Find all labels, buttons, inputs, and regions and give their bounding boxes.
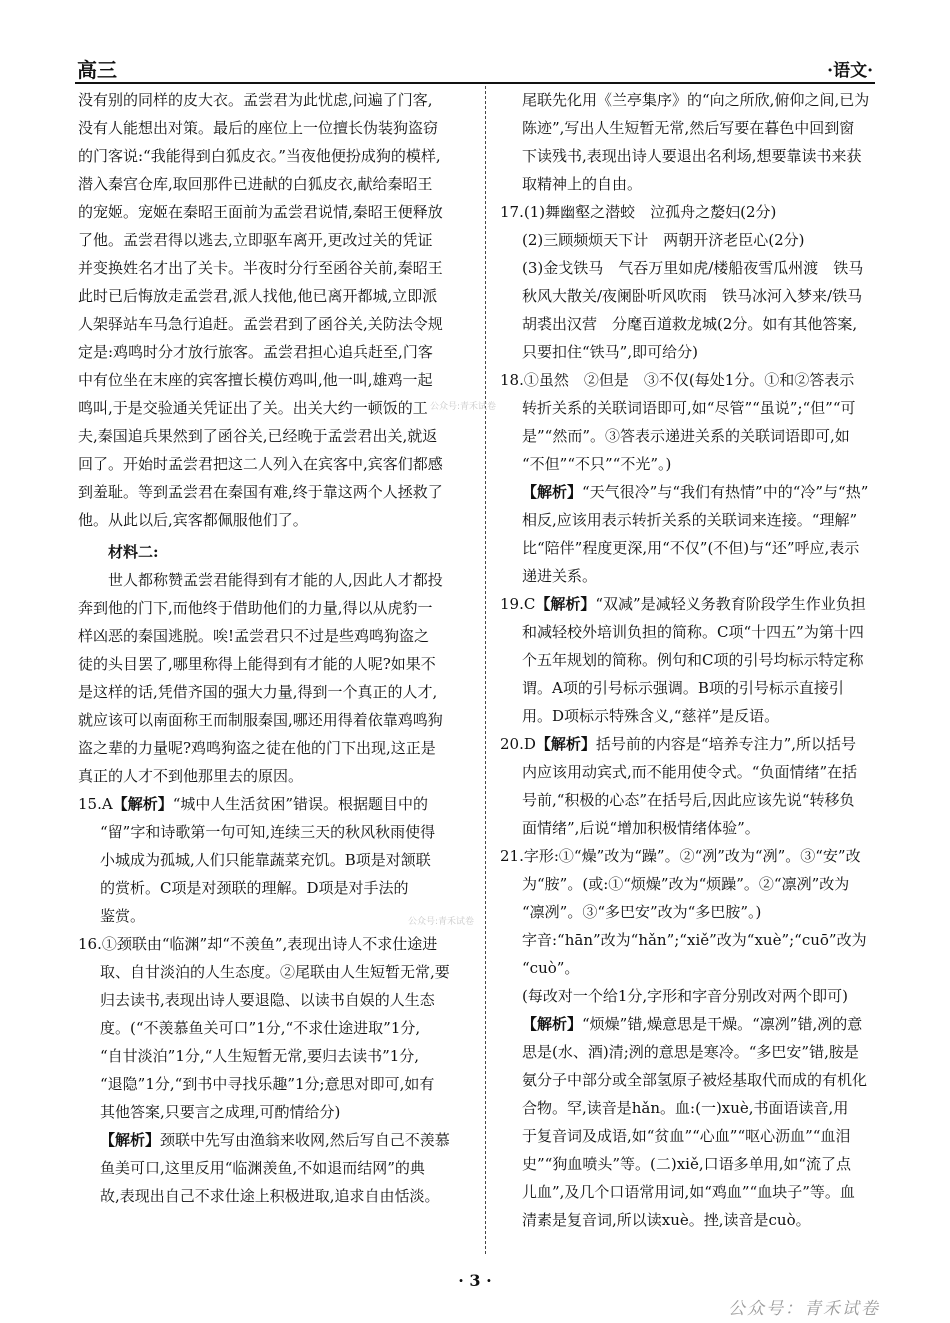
- text-line: 鸣叫,于是交验通关凭证出了关。出关大约一顿饭的工: [78, 399, 428, 417]
- text-line: “cuò”。: [522, 959, 580, 977]
- text-line: 的赏析。C项是对颈联的理解。D项是对手法的: [100, 879, 409, 897]
- material1-text: [78, 86, 474, 534]
- text-line: (2)三顾频烦天下计 两朝开济老臣心(2分): [522, 231, 805, 249]
- analysis-text: 颈联中先写由渔翁来收网,然后写自己不羡慕: [160, 1131, 450, 1149]
- analysis-tag: 【解析】: [112, 795, 173, 813]
- watermark-text: 公众号:青禾试卷: [408, 917, 475, 927]
- text-line: 中有位坐在末座的宾客擅长模仿鸡叫,他一叫,雄鸡一起: [78, 371, 433, 389]
- text-line: 于复音词及成语,如“贫血”“心血”“呕心沥血”“血泪: [522, 1127, 851, 1145]
- text-line: “自甘淡泊”1分,“人生短暂无常,要归去读书”1分,: [100, 1047, 420, 1065]
- question-number: 17.: [500, 203, 524, 221]
- material2-text: [78, 566, 474, 790]
- text-line: 号前,“积极的心态”在括号后,因此应该先说“转移负: [522, 791, 855, 809]
- answer-first-line: [78, 790, 474, 818]
- text-line: 陈迹”,写出人生短暂无常,然后写要在暮色中回到窗: [522, 119, 855, 137]
- text-line: 回了。开始时孟尝君把这二人列入在宾客中,宾客们都感: [78, 455, 443, 473]
- text-line: 没有人能想出对策。最后的座位上一位擅长伪装狗盗窃: [78, 119, 439, 137]
- analysis-text: “天气很冷”与“我们有热情”中的“冷”与“热”: [582, 483, 869, 501]
- text-line: (3)金戈铁马 气吞万里如虎/楼船夜雪瓜州渡 铁马: [522, 259, 864, 277]
- text-line: 下读残书,表现出诗人要退出名利场,想要靠读书来获: [522, 147, 862, 165]
- text-line: 真正的人才不到他那里去的原因。: [78, 767, 304, 785]
- question-number: 21.: [500, 847, 524, 865]
- answer-first-line: [500, 198, 872, 226]
- text-line: 没有别的同样的皮大衣。孟尝君为此忧虑,问遍了门客,: [78, 91, 433, 109]
- question-number: 18.: [500, 371, 524, 389]
- text-line: 用。D项标示特殊含义,“慈祥”是反语。: [522, 707, 780, 725]
- text-line: 是这样的话,凭借齐国的强大力量,得到一个真正的人才,: [78, 683, 438, 701]
- analysis-first-line: [78, 1126, 474, 1154]
- text-line: 个五年规划的简称。例句和C项的引号均标示特定称: [522, 651, 864, 669]
- answer-16: [78, 930, 474, 1210]
- text-line: 秋风大散关/夜阑卧听风吹雨 铁马冰河入梦来/铁马: [522, 287, 863, 305]
- text-line: 的门客说:“我能得到白狐皮衣。”当夜他便扮成狗的模样,: [78, 147, 441, 165]
- text-line: 为“胺”。(或:①“烦燥”改为“烦躁”。②“凛冽”改为: [522, 875, 850, 893]
- text-line: 此时已后悔放走孟尝君,派人找他,他已离开都城,立即派: [78, 287, 438, 305]
- analysis-tag: 【解析】: [522, 483, 583, 501]
- text-line: 故,表现出自己不求仕途上积极进取,追求自由恬淡。: [100, 1187, 440, 1205]
- analysis-first-line: [500, 1010, 872, 1038]
- answer-text: 字形:①“燥”改为“躁”。②“冽”改为“冽”。③“安”改: [523, 847, 861, 865]
- text-line: 取、自甘淡泊的人生态度。②尾联由人生短暂无常,要: [100, 963, 450, 981]
- answer-15: [78, 790, 474, 930]
- text-line: 夫,秦国追兵果然到了函谷关,已经晚于孟尝君出关,就返: [78, 427, 438, 445]
- text-line: “不但”“不只”“不光”。): [522, 455, 672, 473]
- answer-text: “双减”是减轻义务教育阶段学生作业负担: [595, 595, 866, 613]
- answer-text: 括号前的内容是“培养专注力”,所以括号: [595, 735, 857, 753]
- question-number: 16.: [78, 935, 102, 953]
- analysis-first-line: [500, 478, 872, 506]
- text-line: 和减轻校外培训负担的简称。C项“十四五”为第十四: [522, 623, 864, 641]
- text-line: 合物。罕,读音是hǎn。血:(一)xuè,书面语读音,用: [522, 1099, 849, 1117]
- text-line: 就应该可以南面称王而制服秦国,哪还用得着依靠鸡鸣狗: [78, 711, 443, 729]
- answer-19: [500, 590, 872, 730]
- text-line: 归去读书,表现出诗人要退隐、以读书自娱的人生态: [100, 991, 435, 1009]
- text-line: 他。从此以后,宾客都佩服他们了。: [78, 511, 308, 529]
- page-number: · 3 ·: [458, 1271, 492, 1290]
- text-line: 奔到他的门下,而他终于借助他们的力量,得以从虎豹一: [78, 599, 433, 617]
- text-line: 其他答案,只要言之成理,可酌情给分): [100, 1103, 341, 1121]
- analysis-tag: 【解析】: [522, 1015, 583, 1033]
- text-line: 是”“然而”。③答表示递进关系的关联词语即可,如: [522, 427, 850, 445]
- text-line: 定是:鸡鸣时分才放行旅客。孟尝君担心追兵赶至,门客: [78, 343, 433, 361]
- column-divider: [485, 86, 486, 1254]
- text-line: 儿血”,及几个口语常用词,如“鸡血”“血块子”等。血: [522, 1183, 855, 1201]
- text-line: 鉴赏。: [100, 907, 146, 925]
- text-line: 的宠姬。宠姬在秦昭王面前为孟尝君说情,秦昭王便释放: [78, 203, 443, 221]
- text-line: 递进关系。: [522, 567, 598, 585]
- answer-text: ①颈联由“临渊”却“不羡鱼”,表现出诗人不求仕途进: [101, 935, 438, 953]
- text-line: “凛冽”。③“多巴安”改为“多巴胺”。): [522, 903, 762, 921]
- text-line: 比“陪伴”程度更深,用“不仅”(不但)与“还”呼应,表示: [522, 539, 860, 557]
- material2-title: 材料二:: [108, 543, 159, 561]
- text-line: “退隐”1分,“到书中寻找乐趣”1分;意思对即可,如有: [100, 1075, 435, 1093]
- answer-21: [500, 842, 872, 1234]
- answer-first-line: [78, 930, 474, 958]
- page-header: [75, 52, 875, 84]
- text-line: 氨分子中部分或全部氢原子被烃基取代而成的有机化: [522, 1071, 868, 1089]
- subject-label: ·语文·: [827, 61, 873, 81]
- text-line: 盗之辈的力量呢?鸡鸣狗盗之徒在他的门下出现,这正是: [78, 739, 436, 757]
- text-line: 世人都称赞孟尝君能得到有才能的人,因此人才都投: [108, 571, 443, 589]
- text-line: 谓。A项的引号标示强调。B项的引号标示直接引: [522, 679, 844, 697]
- text-line: “留”字和诗歌第一句可知,连续三天的秋风秋雨使得: [100, 823, 436, 841]
- text-line: 面情绪”,后说“增加积极情绪体验”。: [522, 819, 760, 837]
- answer-text: (1)舞幽壑之潜蛟 泣孤舟之嫠妇(2分): [523, 203, 777, 221]
- text-line: (每改对一个给1分,字形和字音分别改对两个即可): [522, 987, 849, 1005]
- answer-text: ①虽然 ②但是 ③不仅(每处1分。①和②答表示: [523, 371, 855, 389]
- text-line: 字音:“hān”改为“hǎn”;“xiě”改为“xuè”;“cuō”改为: [522, 931, 867, 949]
- question-number: 20.D: [500, 735, 536, 753]
- text-line: 史”“狗血喷头”等。(二)xiě,口语多单用,如“流了点: [522, 1155, 852, 1173]
- right-column: [500, 86, 872, 1234]
- question-number: 19.C: [500, 595, 536, 613]
- question-number: 15.A: [78, 795, 113, 813]
- text-line: 徒的头目罢了,哪里称得上能得到有才能的人呢?如果不: [78, 655, 436, 673]
- text-line: 尾联先化用《兰亭集序》的“向之所欣,俯仰之间,已为: [522, 91, 870, 109]
- text-line: 相反,应该用表示转折关系的关联词来连接。“理解”: [522, 511, 858, 529]
- text-line: 只要扣住“铁马”,即可给分): [522, 343, 698, 361]
- text-line: 小城成为孤城,人们只能靠蔬菜充饥。B项是对颔联: [100, 851, 431, 869]
- text-line: 潜入秦宫仓库,取回那件已进献的白狐皮衣,献给秦昭王: [78, 175, 433, 193]
- text-line: 鱼美可口,这里反用“临渊羡鱼,不如退而结网”的典: [100, 1159, 425, 1177]
- analysis-text: “烦燥”错,燥意思是干燥。“凛冽”错,冽的意: [582, 1015, 863, 1033]
- text-line: 样凶恶的秦国逃脱。唉!孟尝君只不过是些鸡鸣狗盗之: [78, 627, 430, 645]
- answer-first-line: [500, 730, 872, 758]
- answer-first-line: [500, 842, 872, 870]
- text-line: 取精神上的自由。: [522, 175, 643, 193]
- text-line: 了他。孟尝君得以逃去,立即驱车离开,更改过关的凭证: [78, 231, 433, 249]
- text-line: 内应该用动宾式,而不能用使令式。“负面情绪”在括: [522, 763, 858, 781]
- text-line: 人架驿站车马急行追赶。孟尝君到了函谷关,关防法令规: [78, 315, 443, 333]
- text-line: 度。(“不羡慕鱼关可口”1分,“不求仕途进取”1分,: [100, 1019, 421, 1037]
- answer-18: [500, 366, 872, 590]
- grade-label: 高三: [77, 58, 117, 82]
- answer-20: [500, 730, 872, 842]
- text-line: 胡裘出汉营 分麾百道救龙城(2分。如有其他答案,: [522, 315, 858, 333]
- analysis-tag: 【解析】: [535, 595, 596, 613]
- answer-first-line: [500, 590, 872, 618]
- text-line: 转折关系的关联词语即可,如“尽管”“虽说”;“但”“可: [522, 399, 856, 417]
- text-line: 到羞耻。等到孟尝君在秦国有难,终于靠这两个人拯救了: [78, 483, 443, 501]
- text-line: 思是(水、酒)清;洌的意思是寒冷。“多巴安”错,胺是: [522, 1043, 859, 1061]
- answer-17: [500, 198, 872, 366]
- analysis-tag: 【解析】: [535, 735, 596, 753]
- watermark-text: 公众号:青禾试卷: [430, 402, 497, 412]
- footer-watermark: 公众号：青禾试卷: [728, 1299, 880, 1319]
- analysis-tag: 【解析】: [100, 1131, 161, 1149]
- answer-text: “城中人生活贫困”错误。根据题目中的: [172, 795, 429, 813]
- answer-16-continued: [500, 86, 872, 198]
- text-line: 清素是复音词,所以读xuè。挫,读音是cuò。: [522, 1211, 811, 1229]
- answer-first-line: [500, 366, 872, 394]
- text-line: 并变换姓名才出了关卡。半夜时分行至函谷关前,秦昭王: [78, 259, 443, 277]
- left-column: [78, 86, 474, 1210]
